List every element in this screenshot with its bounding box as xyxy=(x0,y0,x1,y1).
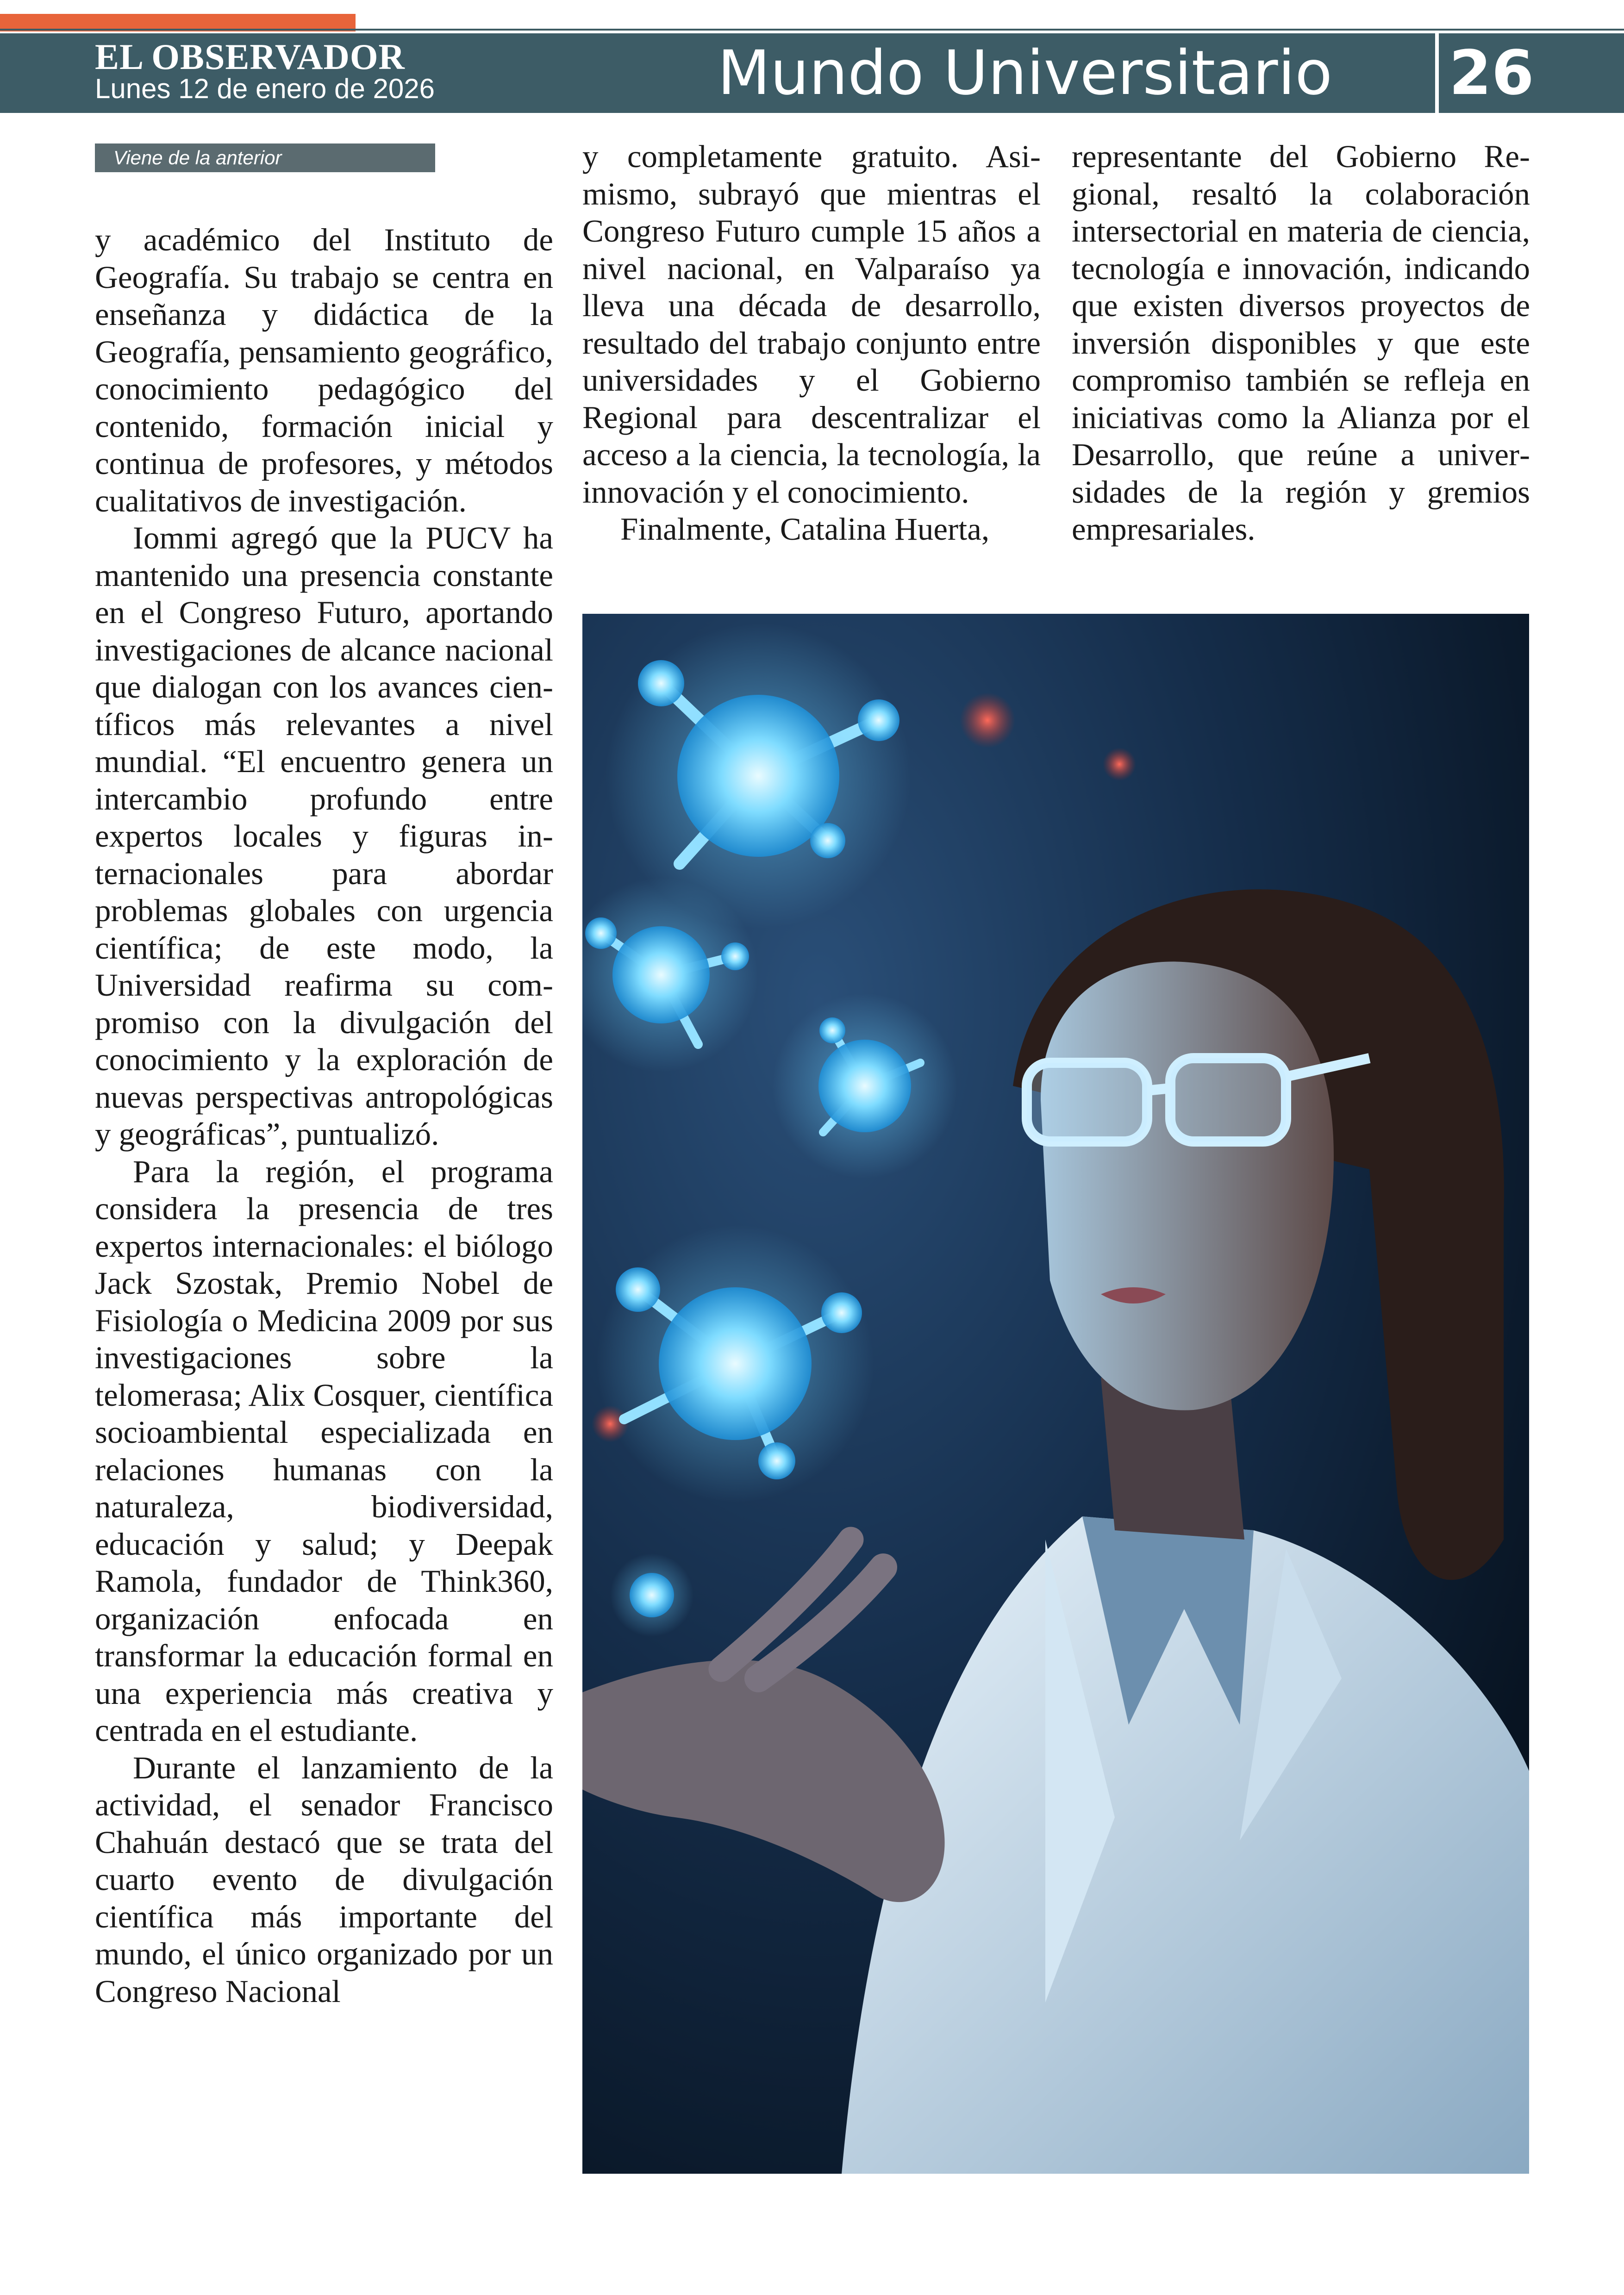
paragraph: Durante el lanzamiento de la actividad, el senador Francisco Chahuán destacó que se trata del cuarto evento de divulgación científica más importante del mundo, el único organizado por un Congreso Nacional xyxy=(95,1750,553,2009)
article-column-1 xyxy=(95,221,553,2010)
article-column-3 xyxy=(1072,138,1530,548)
issue-date: Lunes 12 de enero de 2026 xyxy=(95,73,435,104)
page-number: 26 xyxy=(1449,37,1534,109)
section-title: Mundo Universitario xyxy=(717,37,1332,109)
header-rule xyxy=(0,29,1624,31)
continued-from-previous-label: Viene de la anterior xyxy=(95,143,435,172)
paragraph: Para la región, el programa considera la presencia de tres expertos internacionales: el biólogo Jack Szostak, Premio Nobel de Fisiología o Medicina 2009 por sus investigaciones sobre la telomerasa; Alix Cosquer, científica socioambiental especializada en relaciones humanas con la naturaleza, biodiversidad, educación y salud; y Deepak Ramola, fundador de Think360, organización enfocada en transformar la educación formal en una experiencia más creativa y centrada en el estudiante. xyxy=(95,1154,553,1748)
paragraph: Finalmente, Catalina Huerta, xyxy=(620,511,990,547)
paragraph: Iommi agregó que la PUCV ha mantenido una presencia constante en el Congreso Futuro, aportando investigaciones de alcance nacional que dialogan con los avances científicos más relevantes a nivel mundial. “El encuentro genera un intercambio profundo entre expertos locales y figuras internacionales para abordar problemas globales con urgencia científica; de este modo, la Universidad reafirma su compromiso con la divulgación del conocimiento y la exploración de nuevas perspectivas antropológicas y geográficas”, puntualizó. xyxy=(95,520,553,1152)
article-photo-scientist xyxy=(582,614,1529,2174)
header-divider xyxy=(1435,33,1439,113)
paragraph: y académico del Instituto de Geografía. Su trabajo se centra en enseñanza y didáctica de la Geografía, pensamiento geográfico, conocimiento pedagógico del contenido, formación inicial y continua de profesores, y métodos cualitativos de investigación. xyxy=(95,222,553,518)
paragraph: y completamente gratuito. Asimismo, subrayó que mientras el Congreso Futuro cumple 15 años a nivel nacional, en Valparaíso ya lleva una década de desarrollo, resultado del trabajo conjunto entre universidades y el Gobierno Regional para descentralizar el acceso a la ciencia, la tecnología, la innovación y el conocimiento. xyxy=(582,139,1041,510)
article-column-2 xyxy=(582,138,1041,548)
paragraph: representante del Gobierno Regional, resaltó la colaboración intersectorial en materia de ciencia, tecnología e innovación, indicando que existen diversos proyectos de inversión disponibles y que este compromiso también se refleja en iniciativas como la Alianza por el Desarrollo, que reúne a universidades de la región y gremios empresariales. xyxy=(1072,139,1530,547)
masthead-name: EL OBSERVADOR xyxy=(95,37,405,77)
